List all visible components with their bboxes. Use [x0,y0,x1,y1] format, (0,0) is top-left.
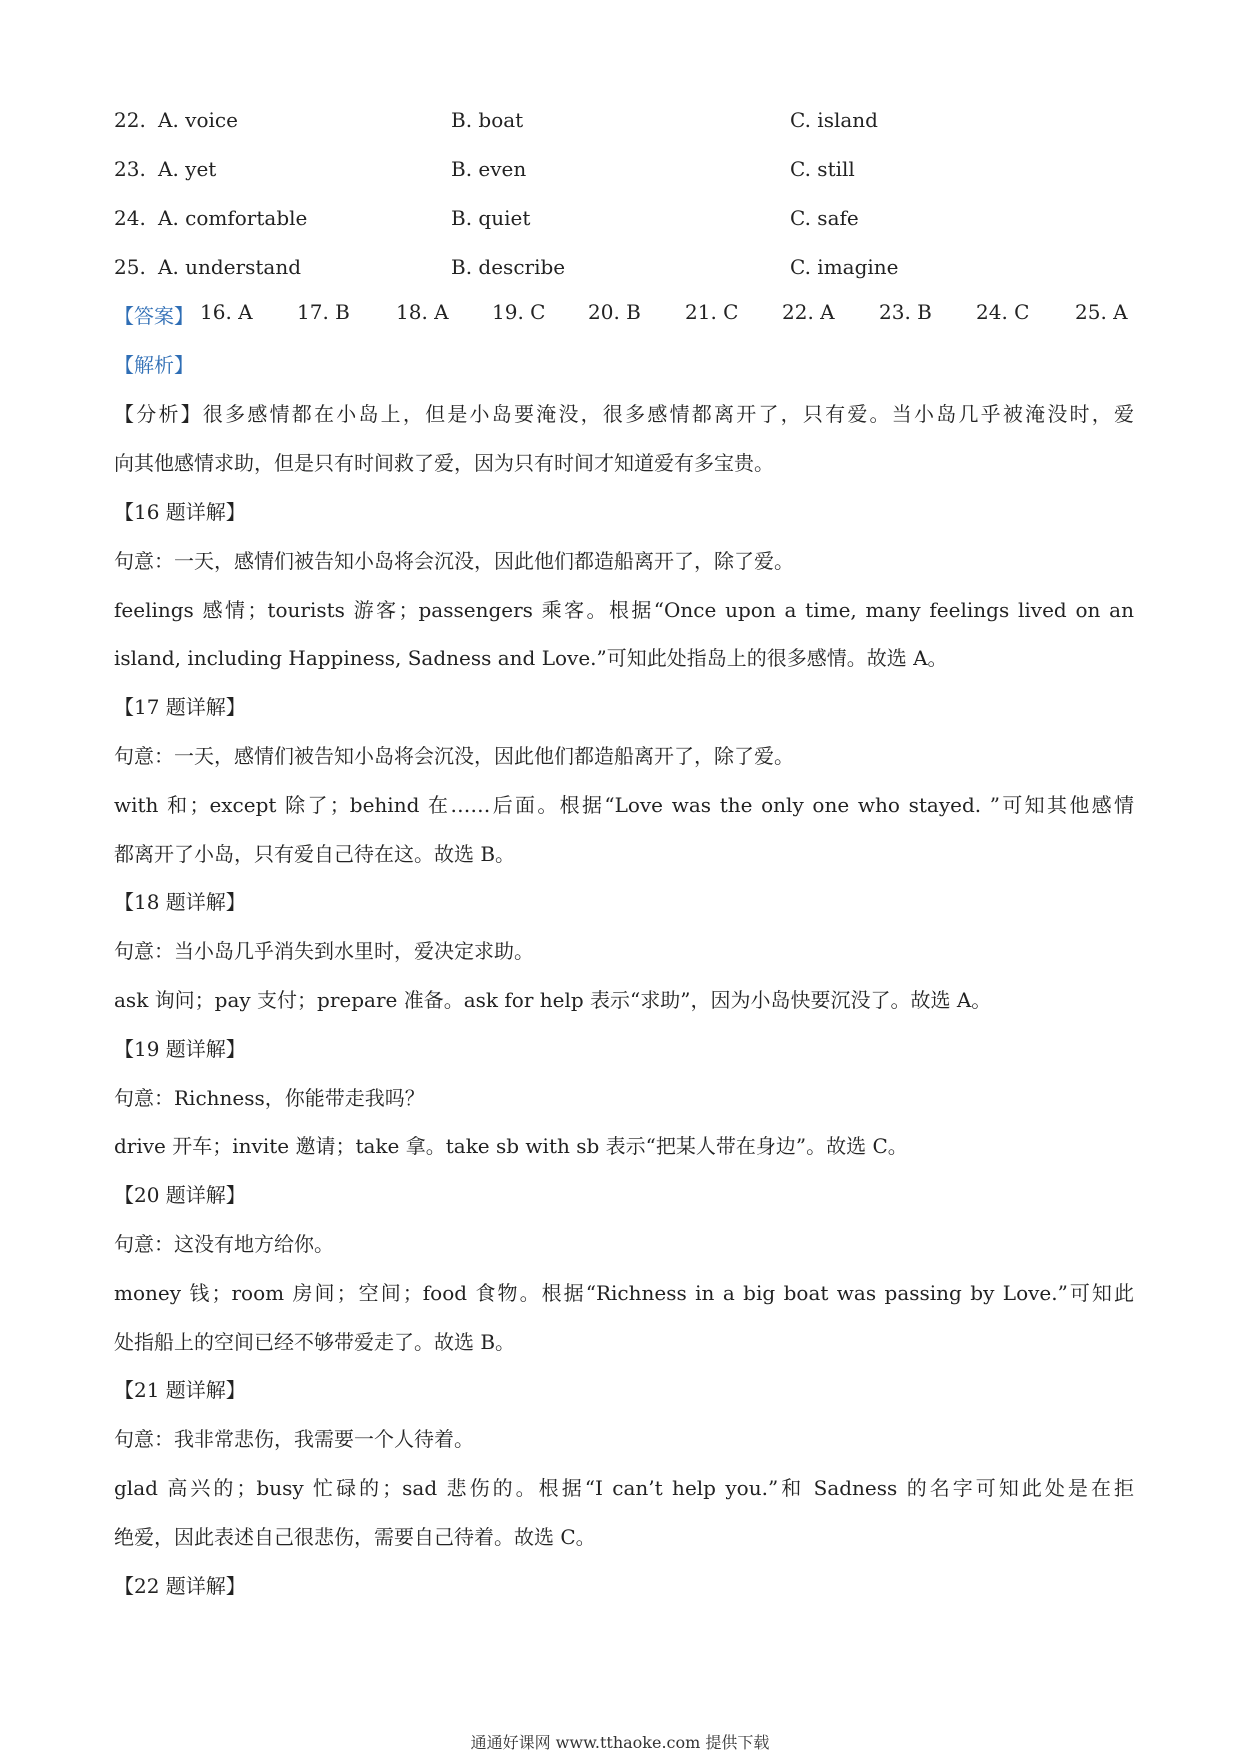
question-number: 23. [114,157,146,181]
question-number: 22. [114,108,146,132]
answer-item: 18. A [396,300,449,324]
option-b: B. boat [451,108,524,132]
body-line: ask 询问；pay 支付；prepare 准备。ask for help 表示“求助”，因为小岛快要沉没了。故选 A。 [114,988,992,1012]
body-line: island, including Happiness, Sadness and Love.”可知此处指岛上的很多感情。故选 A。 [114,646,948,670]
section-heading: 【22 题详解】 [114,1574,246,1598]
page-footer: 通通好课网 www.tthaoke.com 提供下载 [470,1733,770,1752]
body-line: 都离开了小岛，只有爱自己待在这。故选 B。 [114,842,516,866]
option-a: A. voice [158,108,238,132]
option-c: C. island [790,108,878,132]
question-number: 25. [114,255,146,279]
body-line: 句意：一天，感情们被告知小岛将会沉没，因此他们都造船离开了，除了爱。 [114,744,794,768]
answer-item: 16. A [200,300,253,324]
option-a: A. understand [158,255,302,279]
body-line: 处指船上的空间已经不够带爱走了。故选 B。 [114,1330,516,1354]
answer-line [114,300,1134,330]
option-c: C. imagine [790,255,899,279]
section-heading: 【17 题详解】 [114,695,246,719]
option-row-25 [114,255,1134,285]
option-b: B. even [451,157,527,181]
body-line: 句意：一天，感情们被告知小岛将会沉没，因此他们都造船离开了，除了爱。 [114,549,794,573]
option-b: B. quiet [451,206,531,230]
option-b: B. describe [451,255,566,279]
answer-item: 23. B [879,300,932,324]
body-line: glad 高兴的；busy 忙碌的；sad 悲伤的。根据“I can’t help you.”和 Sadness 的名字可知此处是在拒 [114,1476,1134,1500]
section-heading: 【16 题详解】 [114,500,246,524]
answer-item: 17. B [297,300,350,324]
analysis-heading: 【解析】 [114,353,194,377]
answer-item: 20. B [588,300,641,324]
section-heading: 【21 题详解】 [114,1378,246,1402]
section-heading: 【18 题详解】 [114,890,246,914]
option-a: A. yet [158,157,217,181]
body-line: 句意：当小岛几乎消失到水里时，爱决定求助。 [114,939,534,963]
body-line: 句意：Richness，你能带走我吗？ [114,1086,425,1110]
body-line: money 钱；room 房间；空间；food 食物。根据“Richness in a big boat was passing by Love.”可知此 [114,1281,1134,1305]
option-a: A. comfortable [158,206,308,230]
answer-item: 21. C [685,300,739,324]
section-heading: 【19 题详解】 [114,1037,246,1061]
option-row-22 [114,108,1134,138]
section-heading: 【20 题详解】 [114,1183,246,1207]
body-line: 句意：我非常悲伤，我需要一个人待着。 [114,1427,474,1451]
answer-item: 19. C [492,300,546,324]
answer-tag: 【答案】 [114,304,194,328]
answer-item: 22. A [782,300,835,324]
body-line: 【分析】很多感情都在小岛上，但是小岛要淹没，很多感情都离开了，只有爱。当小岛几乎被淹没时，爱 [114,402,1134,426]
option-row-23 [114,157,1134,187]
option-c: C. still [790,157,855,181]
body-line: 句意：这没有地方给你。 [114,1232,334,1256]
body-line: feelings 感情；tourists 游客；passengers 乘客。根据“Once upon a time, many feelings lived on an [114,598,1134,622]
body-line: with 和；except 除了；behind 在……后面。根据“Love was the only one who stayed. ”可知其他感情 [114,793,1134,817]
body-line: 绝爱，因此表述自己很悲伤，需要自己待着。故选 C。 [114,1525,596,1549]
option-c: C. safe [790,206,859,230]
body-line: 向其他感情求助，但是只有时间救了爱，因为只有时间才知道爱有多宝贵。 [114,451,774,475]
question-number: 24. [114,206,146,230]
body-line: drive 开车；invite 邀请；take 拿。take sb with sb 表示“把某人带在身边”。故选 C。 [114,1134,908,1158]
option-row-24 [114,206,1134,236]
answer-item: 25. A [1075,300,1128,324]
answer-item: 24. C [976,300,1030,324]
